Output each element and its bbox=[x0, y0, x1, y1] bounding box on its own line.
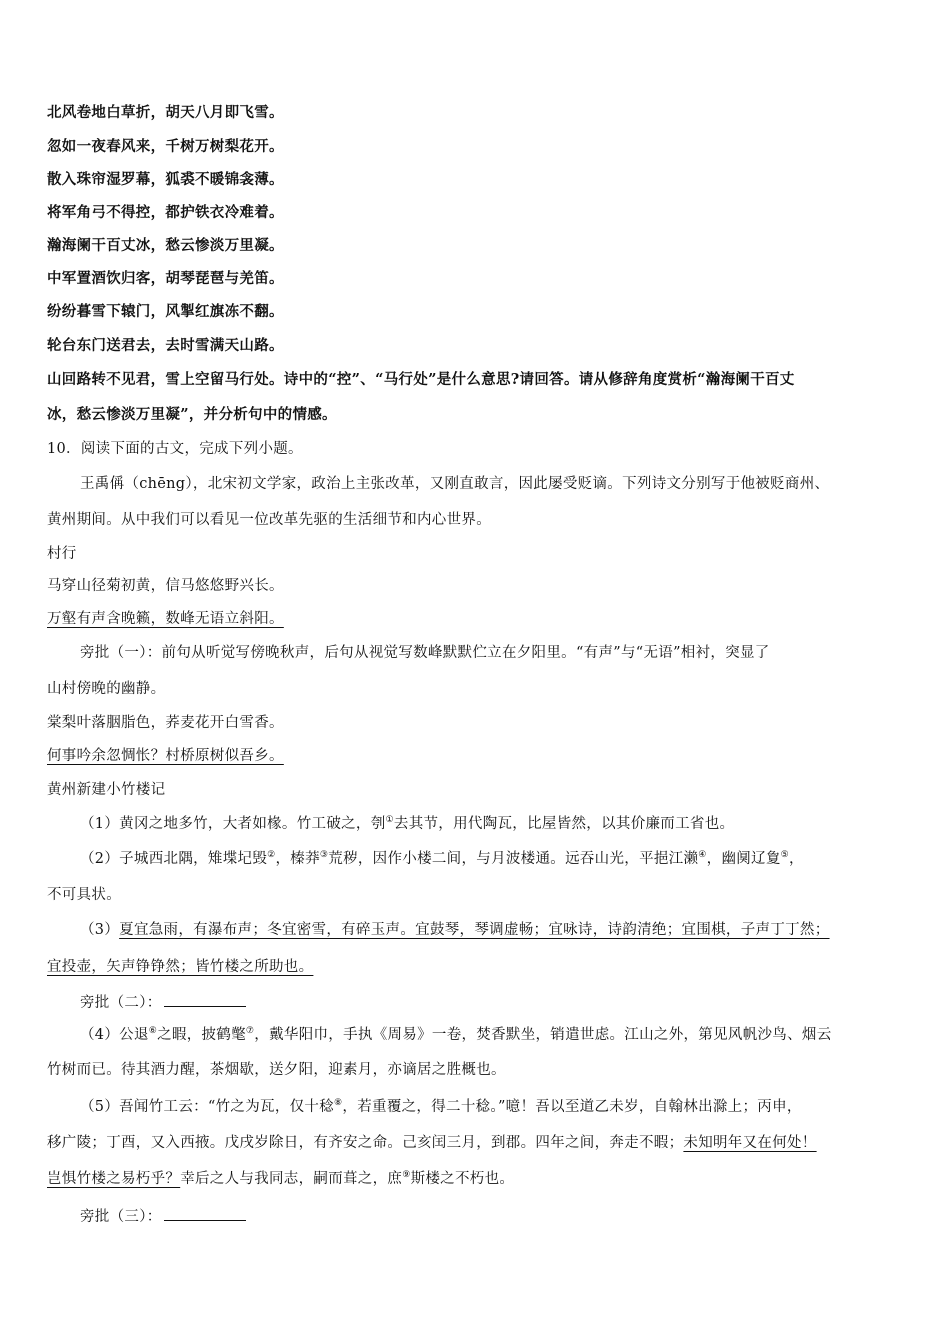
cun-xing-line-1: 马穿山径菊初黄，信马悠悠野兴长。 bbox=[47, 578, 284, 594]
essay-paragraph-4-cont: 竹树而已。待其酒力醒，茶烟歇，送夕阳，迎素月，亦谪居之胜概也。 bbox=[47, 1062, 506, 1078]
underlined-passage: 夏宜急雨，有瀑布声；冬宜密雪，有碎玉声。宜鼓琴，琴调虚畅；宜咏诗，诗韵清绝；宜围棋，子声丁丁然； bbox=[119, 922, 830, 938]
essay-paragraph-1: （1）黄冈之地多竹，大者如椽。竹工破之，刳①去其节，用代陶瓦，比屋皆然，以其价廉而工省也。 bbox=[80, 815, 735, 832]
essay-paragraph-3: （3）夏宜急雨，有瀑布声；冬宜密雪，有碎玉声。宜鼓琴，琴调虚畅；宜咏诗，诗韵清绝；宜围棋，子声丁丁然； bbox=[80, 922, 830, 938]
poem-line: 中军置酒饮归客，胡琴琵琶与羌笛。 bbox=[47, 270, 284, 287]
footnote-marker: ⑧ bbox=[334, 1098, 343, 1109]
essay-title: 黄州新建小竹楼记 bbox=[47, 782, 166, 798]
poem-title-cun-xing: 村行 bbox=[47, 546, 77, 562]
answer-blank[interactable] bbox=[164, 992, 246, 1007]
poem-line: 忽如一夜春风来，千树万树梨花开。 bbox=[47, 138, 284, 155]
poem-line: 轮台东门送君去，去时雪满天山路。 bbox=[47, 337, 284, 354]
poem-line: 散入珠帘湿罗幕，狐裘不暖锦衾薄。 bbox=[47, 171, 284, 188]
essay-paragraph-2-cont: 不可具状。 bbox=[47, 887, 121, 903]
poem-line: 瀚海阑干百丈冰，愁云惨淡万里凝。 bbox=[47, 237, 284, 254]
essay-paragraph-3-cont-underlined: 宜投壶，矢声铮铮然；皆竹楼之所助也。 bbox=[47, 959, 314, 975]
essay-paragraph-4: （4）公退⑥之暇，披鹤氅⑦，戴华阳巾，手执《周易》一卷，焚香默坐，销遣世虑。江山之外，第见风帆沙鸟、烟云 bbox=[80, 1026, 832, 1043]
poem-line: 北风卷地白草折，胡天八月即飞雪。 bbox=[47, 104, 284, 121]
cun-xing-line-2-underlined: 万壑有声含晚籁，数峰无语立斜阳。 bbox=[47, 611, 284, 627]
intro-line-1: 王禹偁（chēng），北宋初文学家，政治上主张改革，又刚直敢言，因此屡受贬谪。下列诗文分别写于他被贬商州、 bbox=[80, 476, 830, 492]
underlined-passage: 未知明年又在何处！ bbox=[683, 1135, 817, 1151]
poem-line: 将军角弓不得控，都护铁衣冷难着。 bbox=[47, 204, 284, 221]
essay-paragraph-5-cont: 移广陵；丁酉，又入西掖。戊戌岁除日，有齐安之命。己亥闰三月，到郡。四年之间，奔走不暇；未知明年又在何处！ bbox=[47, 1135, 817, 1151]
intro-line-2: 黄州期间。从中我们可以看见一位改革先驱的生活细节和内心世界。 bbox=[47, 512, 491, 528]
footnote-marker: ⑤ bbox=[780, 850, 790, 861]
footnote-marker: ③ bbox=[319, 850, 329, 861]
essay-paragraph-5-end: 岂惧竹楼之易朽乎？幸后之人与我同志，嗣而葺之，庶⑨斯楼之不朽也。 bbox=[47, 1170, 515, 1187]
side-note-1-cont: 山村傍晚的幽静。 bbox=[47, 681, 166, 697]
essay-paragraph-2: （2）子城西北隅，雉堞圮毁②，榛莽③荒秽，因作小楼二间，与月波楼通。远吞山光，平挹江濑④，幽阒辽夐⑤， bbox=[80, 850, 804, 867]
question-9-line-1: 山回路转不见君，雪上空留马行处。诗中的“控”、“马行处”是什么意思?请回答。请从修辞角度赏析“瀚海阑干百丈 bbox=[47, 371, 795, 388]
essay-paragraph-5: （5）吾闻竹工云：“竹之为瓦，仅十稔⑧，若重覆之，得二十稔。”噫！吾以至道乙未岁，自翰林出滁上；丙申， bbox=[80, 1098, 802, 1115]
answer-blank[interactable] bbox=[164, 1206, 246, 1221]
side-note-3: 旁批（三）： bbox=[80, 1206, 246, 1227]
question-9-line-2: 冰，愁云惨淡万里凝”，并分析句中的情感。 bbox=[47, 406, 337, 423]
footnote-marker: ④ bbox=[698, 850, 707, 861]
side-note-1: 旁批（一）：前句从听觉写傍晚秋声，后句从视觉写数峰默默伫立在夕阳里。“有声”与“无语”相衬，突显了 bbox=[80, 645, 770, 661]
footnote-marker: ⑦ bbox=[245, 1026, 255, 1037]
cun-xing-line-4-underlined: 何事吟余忽惆怅？村桥原树似吾乡。 bbox=[47, 748, 284, 764]
underlined-passage: 岂惧竹楼之易朽乎？ bbox=[47, 1171, 181, 1187]
footnote-marker: ⑨ bbox=[402, 1170, 411, 1181]
question-10-title: 10．阅读下面的古文，完成下列小题。 bbox=[47, 441, 303, 457]
footnote-marker: ① bbox=[385, 815, 394, 826]
footnote-marker: ② bbox=[267, 850, 276, 861]
cun-xing-line-3: 棠梨叶落胭脂色，荞麦花开白雪香。 bbox=[47, 715, 284, 731]
poem-line: 纷纷暮雪下辕门，风掣红旗冻不翻。 bbox=[47, 303, 284, 320]
side-note-2: 旁批（二）： bbox=[80, 992, 246, 1013]
footnote-marker: ⑥ bbox=[148, 1026, 158, 1037]
